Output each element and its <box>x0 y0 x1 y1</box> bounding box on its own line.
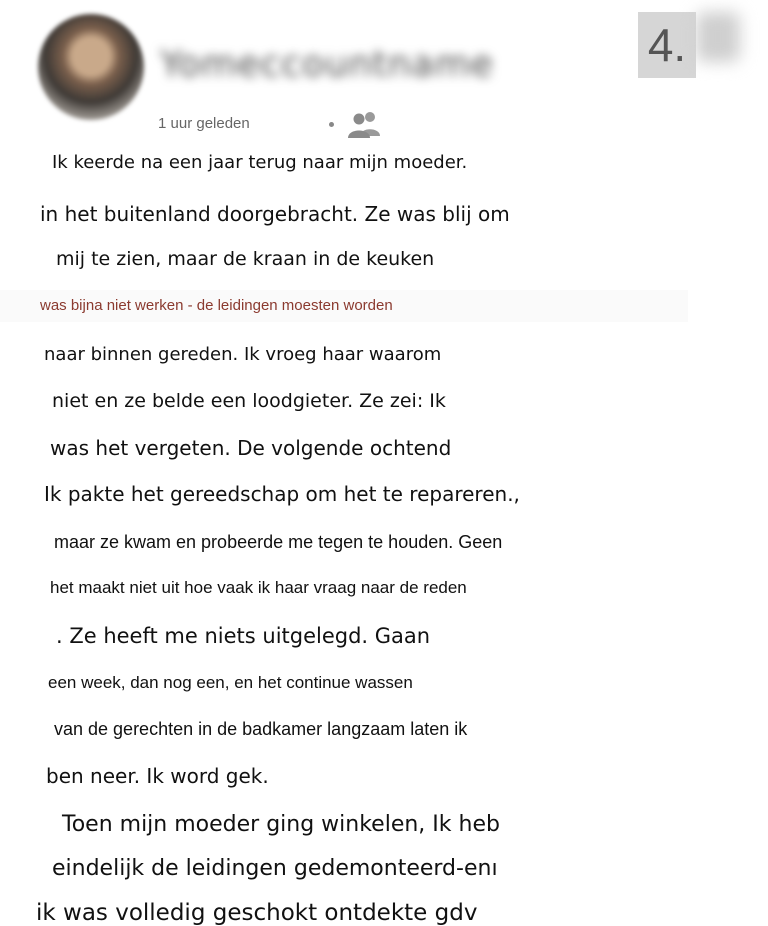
story-line-14: ben neer. Ik word gek. <box>46 764 269 788</box>
story-line-17: ik was volledig geschokt ontdekte gdv <box>36 900 478 926</box>
story-line-3: mij te zien, maar de kraan in de keuken <box>56 248 435 270</box>
story-line-9: maar ze kwam en probeerde me tegen te houden. Geen <box>54 532 503 552</box>
step-number-badge: 4. <box>638 12 696 78</box>
story-line-15: Toen mijn moeder ging winkelen, Ik heb <box>62 812 500 837</box>
separator-dot <box>329 122 334 127</box>
story-line-8: Ik pakte het gereedschap om het te repareren., <box>44 482 520 506</box>
story-line-6: niet en ze belde een loodgieter. Ze zei: Ik <box>52 390 446 412</box>
story-line-13: van de gerechten in de badkamer langzaam laten ik <box>54 719 468 739</box>
story-line-16: eindelijk de leidingen gedemonteerd-enı <box>52 856 498 881</box>
people-icon <box>346 110 384 138</box>
badge-shadow <box>696 12 740 62</box>
story-line-12: een week, dan nog een, en het continue wassen <box>48 673 413 692</box>
story-line-4: was bijna niet werken - de leidingen moesten worden <box>40 297 393 314</box>
story-line-10: het maakt niet uit hoe vaak ik haar vraag naar de reden <box>50 578 467 597</box>
story-line-2: in het buitenland doorgebracht. Ze was blij om <box>40 202 510 226</box>
story-line-11: . Ze heeft me niets uitgelegd. Gaan <box>56 624 431 648</box>
story-line-7: was het vergeten. De volgende ochtend <box>50 436 452 460</box>
username[interactable]: Yomeccountname <box>160 44 494 85</box>
post-timestamp[interactable]: 1 uur geleden <box>158 115 250 132</box>
story-line-5: naar binnen gereden. Ik vroeg haar waarom <box>44 344 442 365</box>
avatar[interactable] <box>38 14 144 120</box>
story-line-1: Ik keerde na een jaar terug naar mijn moeder. <box>52 152 468 173</box>
